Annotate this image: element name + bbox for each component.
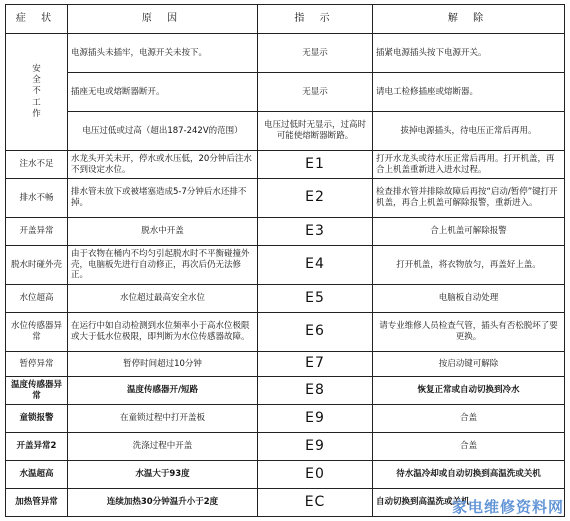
row-symptom: 加热管异常 xyxy=(6,489,68,517)
row-solution: 电脑板自动处理 xyxy=(373,285,565,313)
row-symptom: 开盖异常 xyxy=(6,218,68,246)
row-indication: E2 xyxy=(258,179,373,218)
row-indication: E5 xyxy=(258,285,373,313)
table-row xyxy=(6,246,565,285)
row-symptom: 排水不畅 xyxy=(6,179,68,218)
row-cause: 电压过低或过高（超出187-242V的范围） xyxy=(68,112,258,151)
table-row xyxy=(6,433,565,461)
row-cause: 在童锁过程中打开盖板 xyxy=(68,405,258,433)
row-cause: 由于衣物在桶内不均匀引起脱水时不平衡碰撞外壳，电脑板先进行自动修正，再次后仍无法修正。 xyxy=(68,246,258,285)
row-indication: E7 xyxy=(258,352,373,377)
table-header-row xyxy=(6,5,565,34)
row-symptom: 温度传感器异常 xyxy=(6,377,68,405)
table-row xyxy=(6,461,565,489)
fault-table xyxy=(5,4,565,517)
row-cause: 洗涤过程中开盖 xyxy=(68,433,258,461)
row-solution: 合盖 xyxy=(373,405,565,433)
row-indication: 电压过低时无显示，过高时可能使熔断器断路。 xyxy=(258,112,373,151)
row-solution: 打开机盖，将衣物放匀，再盖好上盖。 xyxy=(373,246,565,285)
row-solution: 检查排水管并排除故障后再按“启动/暂停”键打开机盖，再合上机盖可解除报警，重新进入。 xyxy=(373,179,565,218)
row-solution: 恢复正常或自动切换到冷水 xyxy=(373,377,565,405)
row-solution: 按启动键可解除 xyxy=(373,352,565,377)
row-symptom: 水温超高 xyxy=(6,461,68,489)
table-row xyxy=(6,285,565,313)
row-indication: E0 xyxy=(258,461,373,489)
row-symptom: 安全不工作 xyxy=(6,34,68,151)
row-symptom: 暂停异常 xyxy=(6,352,68,377)
table-row xyxy=(6,218,565,246)
row-cause: 脱水中开盖 xyxy=(68,218,258,246)
table-row xyxy=(6,112,565,151)
header-cause: 原 因 xyxy=(68,5,258,34)
row-cause: 温度传感器开/短路 xyxy=(68,377,258,405)
row-cause: 连续加热30分钟温升小于2度 xyxy=(68,489,258,517)
row-cause: 在运行中如自动检测到水位频率小于高水位极限或大于低水位极限，即判断为水位传感器故障。 xyxy=(68,313,258,352)
row-solution: 合盖 xyxy=(373,433,565,461)
header-indication: 指 示 xyxy=(258,5,373,34)
row-cause: 水温大于93度 xyxy=(68,461,258,489)
row-cause: 水龙头开关未开，停水或水压低，20分钟后注水不到设定水位。 xyxy=(68,151,258,179)
site-watermark: 家电维修资料网 xyxy=(451,497,564,516)
row-symptom: 注水不足 xyxy=(6,151,68,179)
table-row xyxy=(6,34,565,73)
row-symptom: 童锁报警 xyxy=(6,405,68,433)
row-solution: 拔掉电源插头，待电压正常后再用。 xyxy=(373,112,565,151)
row-solution: 合上机盖可解除报警 xyxy=(373,218,565,246)
table-row xyxy=(6,352,565,377)
row-cause: 暂停时间超过10分钟 xyxy=(68,352,258,377)
table-row xyxy=(6,73,565,112)
row-indication: E9 xyxy=(258,433,373,461)
table-row xyxy=(6,151,565,179)
row-symptom: 水位超高 xyxy=(6,285,68,313)
row-symptom: 水位传感器异常 xyxy=(6,313,68,352)
row-indication: E6 xyxy=(258,313,373,352)
row-indication: EC xyxy=(258,489,373,517)
row-cause: 水位超过最高安全水位 xyxy=(68,285,258,313)
row-indication: E1 xyxy=(258,151,373,179)
table-row xyxy=(6,179,565,218)
row-solution: 请专业维修人员检查气管，插头有否松脱坏了要更换。 xyxy=(373,313,565,352)
row-cause: 排水管未放下或被堵塞造成5-7分钟后水还排不掉。 xyxy=(68,179,258,218)
header-solution: 解 除 xyxy=(373,5,565,34)
row-solution: 请电工检修插座或熔断器。 xyxy=(373,73,565,112)
row-cause: 电源插头未插牢，电源开关未按下。 xyxy=(68,34,258,73)
row-solution: 插紧电源插头按下电源开关。 xyxy=(373,34,565,73)
table-row xyxy=(6,405,565,433)
row-solution: 自动切换到高温洗或关机 xyxy=(373,489,565,517)
row-indication: 无显示 xyxy=(258,34,373,73)
row-indication: E3 xyxy=(258,218,373,246)
row-indication: 无显示 xyxy=(258,73,373,112)
row-cause: 插座无电或熔断器断开。 xyxy=(68,73,258,112)
row-indication: E8 xyxy=(258,377,373,405)
row-indication: E4 xyxy=(258,246,373,285)
row-indication: E9 xyxy=(258,405,373,433)
header-symptom: 症 状 xyxy=(6,5,68,34)
row-solution: 打开水龙头或待水压正常后再用。打开机盖，再合上机盖重新进入进水过程。 xyxy=(373,151,565,179)
row-solution: 待水温冷却或自动切换到高温洗或关机 xyxy=(373,461,565,489)
row-symptom: 脱水时碰外壳 xyxy=(6,246,68,285)
table-row xyxy=(6,377,565,405)
row-symptom: 开盖异常2 xyxy=(6,433,68,461)
table-row xyxy=(6,313,565,352)
